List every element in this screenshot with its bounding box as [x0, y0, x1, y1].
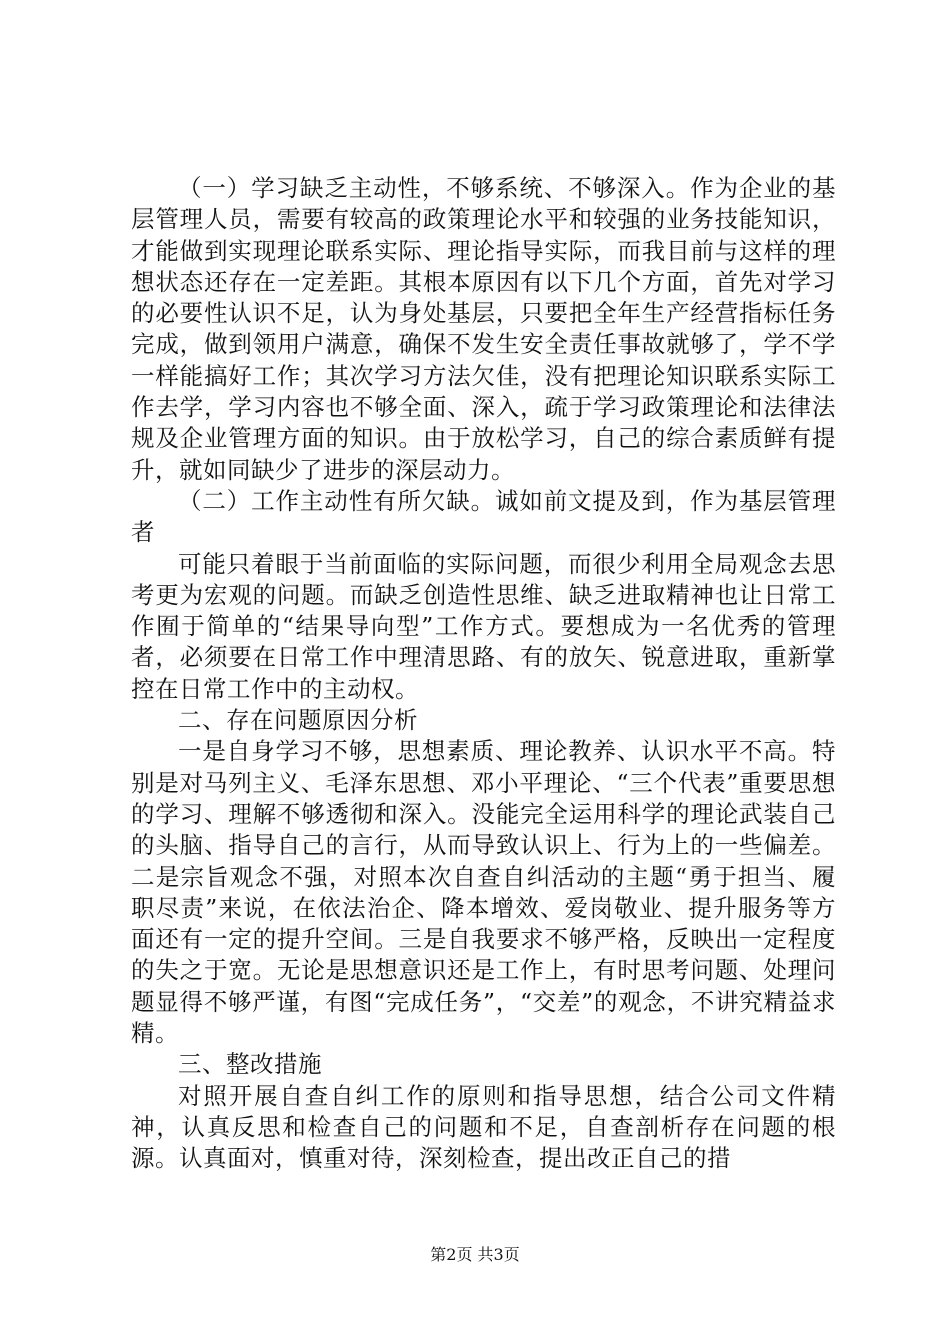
document-body	[131, 173, 836, 1175]
paragraph-rectification: 对照开展自查自纠工作的原则和指导思想，结合公司文件精神，认真反思和检查自己的问题和不足，自查剖析存在问题的根源。认真面对，慎重对待，深刻检查，提出改正自己的措	[131, 1081, 836, 1173]
paragraph-cause-analysis: 一是自身学习不够，思想素质、理论教养、认识水平不高。特别是对马列主义、毛泽东思想、邓小平理论、“三个代表”重要思想的学习、理解不够透彻和深入。没能完全运用科学的理论武装自己的头脑、指导自己的言行，从而导致认识上、行为上的一些偏差。二是宗旨观念不强，对照本次自查自纠活动的主题“勇于担当、履职尽责”来说，在依法治企、降本增效、爱岗敬业、提升服务等方面还有一定的提升空间。三是自我要求不够严格，反映出一定程度的失之于宽。无论是思想意识还是工作上，有时思考问题、处理问题显得不够严谨，有图“完成任务”，“交差”的观念，不讲究精益求精。	[131, 737, 836, 1048]
section-heading-cause-analysis: 二、存在问题原因分析	[178, 706, 418, 735]
paragraph-work-initiative-heading: （二）工作主动性有所欠缺。诚如前文提及到，作为基层管理者	[131, 486, 836, 547]
paragraph-work-initiative-body: 可能只着眼于当前面临的实际问题，而很少利用全局观念去思考更为宏观的问题。而缺乏创造性思维、缺乏进取精神也让日常工作囿于简单的“结果导向型”工作方式。要想成为一名优秀的管理者，必须要在日常工作中理清思路、有的放矢、锐意进取，重新掌控在日常工作中的主动权。	[131, 549, 836, 703]
page-footer: 第2页 共3页	[430, 1245, 520, 1264]
section-heading-rectification: 三、整改措施	[178, 1050, 322, 1079]
paragraph-study-initiative: （一）学习缺乏主动性，不够系统、不够深入。作为企业的基层管理人员，需要有较高的政策理论水平和较强的业务技能知识，才能做到实现理论联系实际、理论指导实际，而我目前与这样的理想状态还存在一定差距。其根本原因有以下几个方面，首先对学习的必要性认识不足，认为身处基层，只要把全年生产经营指标任务完成，做到领用户满意，确保不发生安全责任事故就够了，学不学一样能搞好工作；其次学习方法欠佳，没有把理论知识联系实际工作去学，学习内容也不够全面、深入，疏于学习政策理论和法律法规及企业管理方面的知识。由于放松学习，自己的综合素质鲜有提升，就如同缺少了进步的深层动力。	[131, 174, 836, 484]
